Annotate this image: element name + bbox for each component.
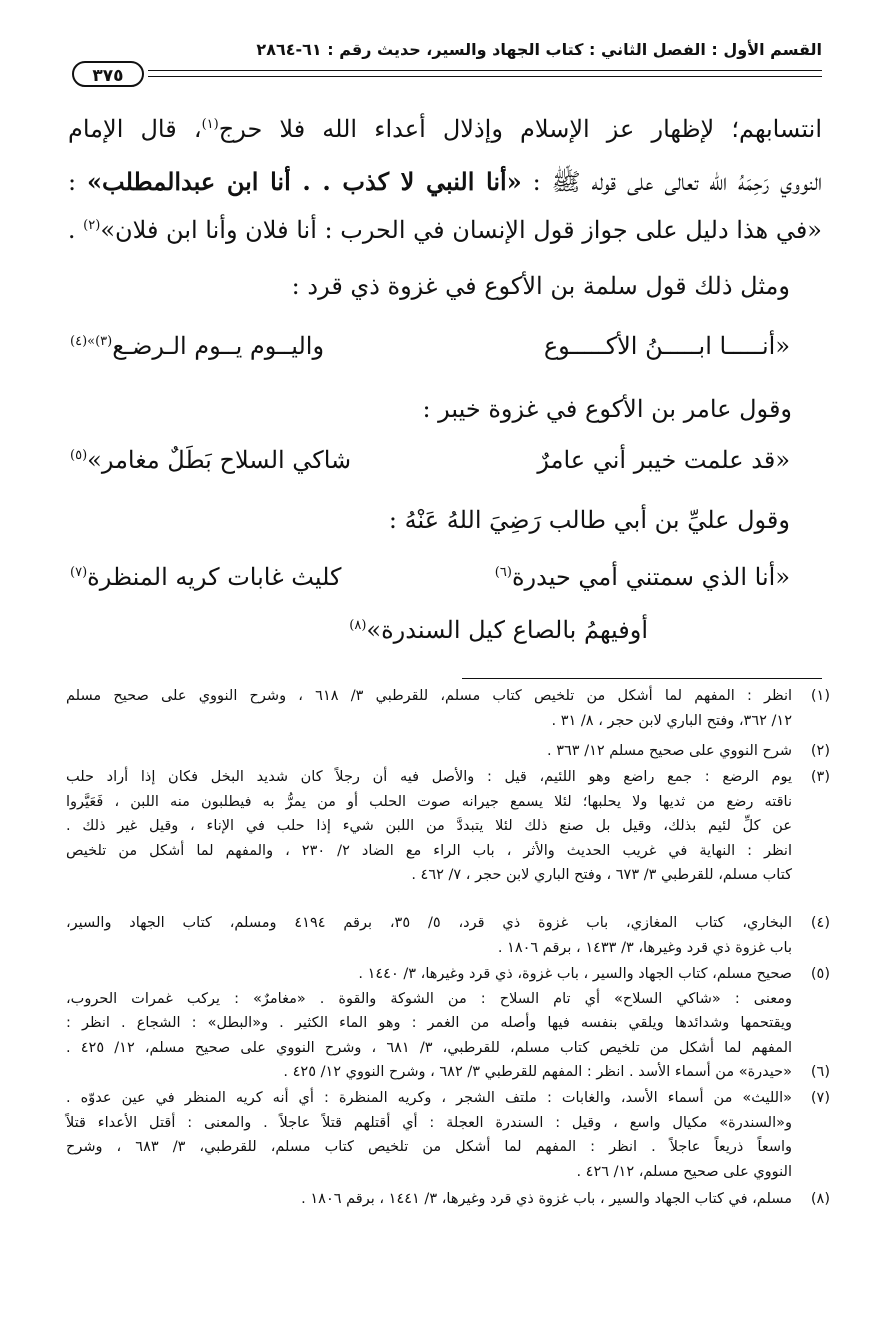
- footnote-number: (٥): [810, 966, 830, 982]
- footnote-number: (٢): [810, 743, 830, 759]
- footnote-line: «حيدرة» من أسماء الأسد . انظر : المفهم للقرطبي ٣/ ٦٨٢ ، وشرح النووي ١٢/ ٤٢٥ .: [283, 1064, 792, 1080]
- verse-text: أوفيهمُ بالصاع كيل السندرة»: [366, 616, 648, 644]
- body-line-4: ومثل ذلك قول سلمة بن الأكوع في غزوة ذي قرد :: [291, 272, 790, 300]
- body-line-1: [68, 113, 822, 145]
- body-text: :: [68, 168, 87, 196]
- footnote-number: (١): [810, 688, 830, 704]
- header-rule: [148, 70, 822, 71]
- header-rule-secondary: [148, 76, 822, 77]
- footnote-line: يوم الرضع : جمع راضع وهو اللئيم، قيل : والأصل فيه أن رجلاً كان شديد البخل فكان إذا أراد حلب: [66, 769, 792, 785]
- footnote-marker: (٦): [494, 565, 512, 580]
- body-text: ، قال الإمام: [68, 115, 202, 143]
- footnote-number: (٧): [810, 1090, 830, 1106]
- body-text: .: [67, 216, 84, 244]
- footnote-line: «الليث» من أسماء الأسد، والغابات : ملتف الشجر ، وكريه المنظرة : أي أنه كريه المنظر في عين عدوّه .: [66, 1090, 792, 1106]
- footnote-2: [66, 739, 830, 764]
- footnote-4: [66, 911, 830, 960]
- running-header: القسم الأول : الفصل الثاني : كتاب الجهاد والسير، حديث رقم : ٦١-٢٨٦٤: [256, 40, 822, 59]
- verse-text: واليــوم يــوم الـرضـع: [112, 332, 325, 360]
- footnote-number: (٦): [810, 1064, 830, 1080]
- footnote-1: [66, 684, 830, 733]
- footnote-6: [66, 1060, 830, 1085]
- footnote-line: عن كلِّ لئيم بذلك، وقيل بل صنع ذلك لئلا يتبددَّ من اللبن شيء إذا حلب في الإناء ، وقيل غير ذلك .: [66, 818, 792, 834]
- footnote-line: المفهم لما أشكل من تلخيص كتاب مسلم، للقرطبي، ٣/ ٦٨١ ، وشرح النووي على صحيح مسلم، ١٢/ ٤٢٥ .: [66, 1039, 793, 1056]
- footnote-line: مسلم، في كتاب الجهاد والسير ، باب غزوة ذي قرد وغيرها، ٣/ ١٤٤١ ، برقم ١٨٠٦ .: [301, 1191, 792, 1207]
- body-line-6: وقول عليِّ بن أبي طالب رَضِيَ اللهُ عَنْهُ :: [388, 506, 790, 534]
- footnote-8: [66, 1187, 830, 1212]
- body-text: «في هذا دليل على جواز قول الإنسان في الحرب : أنا فلان وأنا ابن فلان»: [100, 216, 822, 244]
- footnote-line: واسعاً ذريعاً عاجلاً . انظر : المفهم لما أشكل من تلخيص كتاب مسلم، للقرطبي، ٣/ ٦٨٣ ، وشرح: [66, 1139, 793, 1155]
- footnote-line: صحيح مسلم، كتاب الجهاد والسير ، باب غزوة، ذي قرد وغيرها، ٣/ ١٤٤٠ .: [358, 966, 792, 982]
- footnote-marker: (٧): [70, 565, 88, 580]
- footnote-marker: (١): [201, 117, 219, 132]
- footnote-separator: [462, 678, 822, 679]
- footnote-line: انظر : النهاية في غريب الحديث والأثر ، باب الراء مع الضاد ٢/ ٢٣٠ ، والمفهم لما أشكل من تلخيص: [66, 842, 792, 859]
- footnote-line: باب غزوة ذي قرد وغيرها، ٣/ ١٤٣٣ ، برقم ١٨٠٦ .: [497, 939, 792, 956]
- footnote-5: [66, 962, 830, 1060]
- footnote-line: كتاب مسلم، للقرطبي ٣/ ٦٧٣ ، وفتح الباري لابن حجر ، ٧/ ٤٦٢ .: [411, 867, 792, 883]
- verse-3-second-hemistich: [70, 561, 341, 593]
- body-text: انتسابهم؛ لإظهار عز الإسلام وإذلال أعداء الله فلا حرج: [218, 115, 822, 143]
- verse-1-first-hemistich: «أنـــــا ابـــــنُ الأكـــــوع: [543, 332, 790, 360]
- page-number: ٣٧٥: [72, 61, 144, 87]
- verse-2-second-hemistich: [70, 444, 351, 476]
- body-line-2: [68, 166, 822, 198]
- footnote-line: انظر : المفهم لما أشكل من تلخيص كتاب مسلم، للقرطبي ٣/ ٦١٨ ، وشرح النووي على صحيح مسلم: [66, 688, 793, 704]
- footnote-number: (٤): [810, 915, 830, 931]
- footnote-line: ناقته رضع من ثديها ولا يحلبها؛ لئلا يسمع جيرانه صوت الحلب أو من يمرُّ به فيطلبون منه اللبن ، فَعَيَّروا: [66, 793, 792, 810]
- body-text: النووي رَحِمَهُ الله تعالى على قوله ﷺ :: [521, 168, 823, 196]
- footnote-number: (٣): [810, 769, 830, 785]
- footnote-line: البخاري، كتاب المغازي، باب غزوة ذي قرد، ٥/ ٣٥، برقم ٤١٩٤ ومسلم، كتاب الجهاد والسير،: [66, 915, 792, 931]
- footnote-marker: (٣)»(٤): [70, 334, 113, 349]
- verse-4: [349, 614, 648, 646]
- footnote-3: [66, 765, 830, 888]
- verse-1-second-hemistich: [70, 330, 324, 362]
- footnote-marker: (٨): [349, 618, 367, 633]
- verse-text: «أنا الذي سمتني أمي حيدرة: [511, 563, 790, 591]
- verse-3-first-hemistich: [495, 561, 790, 593]
- footnote-line: ويقتحمها وشدائدها ويلقي بنفسه فيها وأصله من الغمر : وهو الماء الكثير . و«البطل» : الشجاع . انظر :: [66, 1015, 792, 1031]
- footnote-line: ومعنى : «شاكي السلاح» أي تام السلاح : من الشوكة والقوة . «مغامرٌ» : يركب غمرات الحروب،: [66, 990, 792, 1007]
- footnote-number: (٨): [810, 1191, 830, 1207]
- footnote-line: شرح النووي على صحيح مسلم ١٢/ ٣٦٣ .: [547, 743, 792, 759]
- verse-text: كليث غابات كريه المنظرة: [87, 563, 342, 591]
- footnote-line: النووي على صحيح مسلم، ١٢/ ٤٢٦ .: [576, 1163, 792, 1180]
- footnote-7: [66, 1086, 830, 1184]
- footnote-line: و«السندرة» مكيال واسع ، وقيل : السندرة العجلة : أي أقتلهم قتلاً عاجلاً . والمعنى : أقتل الأعداء قتلاً: [66, 1114, 792, 1131]
- body-line-5: وقول عامر بن الأكوع في غزوة خيبر :: [422, 395, 792, 423]
- footnote-line: ١٢/ ٣٦٢، وفتح الباري لابن حجر ، ٨/ ٣١ .: [551, 712, 792, 729]
- hadith-quote: «أنا النبي لا كذب . . أنا ابن عبدالمطلب»: [87, 167, 522, 196]
- body-line-3: [68, 214, 822, 246]
- footnote-marker: (٥): [70, 448, 88, 463]
- footnote-marker: (٢): [83, 218, 101, 233]
- verse-2-first-hemistich: «قد علمت خيبر أني عامرٌ: [537, 446, 790, 474]
- verse-text: شاكي السلاح بَطَلٌ مغامر»: [87, 446, 352, 474]
